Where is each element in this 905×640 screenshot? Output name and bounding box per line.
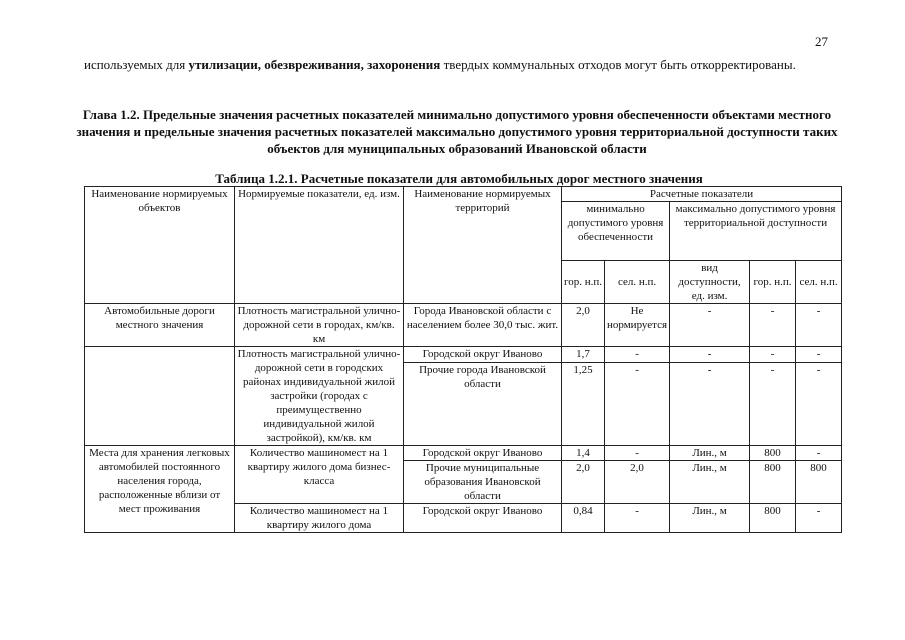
territory: Прочие муниципальные образования Ивановской области — [404, 461, 562, 504]
intro-paragraph — [84, 56, 831, 74]
value-vid: - — [670, 363, 750, 446]
territory: Прочие города Ивановской области — [404, 363, 562, 446]
value-sel-2: - — [796, 363, 842, 446]
value-gor: 1,4 — [562, 446, 605, 461]
table-row — [85, 304, 842, 347]
intro-text-bold: утилизации, обезвреживания, захоронения — [188, 57, 441, 72]
value-gor: 2,0 — [562, 461, 605, 504]
header-max-level: максимально допустимого уровня территориальной доступности — [670, 202, 842, 261]
header-vid: вид доступности, ед. изм. — [670, 261, 750, 304]
territory: Города Ивановской области с населением более 30,0 тыс. жит. — [404, 304, 562, 347]
value-vid: Лин., м — [670, 461, 750, 504]
value-gor-2: - — [750, 304, 796, 347]
value-sel: - — [605, 347, 670, 363]
page-number: 27 — [815, 34, 828, 49]
table-title: Таблица 1.2.1. Расчетные показатели для автомобильных дорог местного значения — [215, 171, 703, 186]
value-sel: - — [605, 446, 670, 461]
value-sel-2: 800 — [796, 461, 842, 504]
value-sel-2: - — [796, 304, 842, 347]
header-sel-2: сел. н.п. — [796, 261, 842, 304]
value-sel: - — [605, 363, 670, 446]
value-vid: - — [670, 304, 750, 347]
header-indicators: Нормируемые показатели, ед. изм. — [235, 187, 404, 304]
header-objects: Наименование нормируемых объектов — [85, 187, 235, 304]
territory: Городской округ Иваново — [404, 504, 562, 533]
value-gor-2: 800 — [750, 504, 796, 533]
intro-text-start: используемых для — [84, 57, 189, 72]
value-sel: - — [605, 504, 670, 533]
header-row-1 — [85, 187, 842, 202]
indicator: Количество машиномест на 1 квартиру жилого дома — [235, 504, 404, 533]
value-gor: 0,84 — [562, 504, 605, 533]
object-name: Автомобильные дороги местного значения — [85, 304, 235, 347]
territory: Городской округ Иваново — [404, 446, 562, 461]
table-row — [85, 446, 842, 461]
value-sel-2: - — [796, 446, 842, 461]
chapter-title: Глава 1.2. Предельные значения расчетных показателей минимально допустимого уровня обеспеченности объектами местного значения и предельные значения расчетных показателей максимально допустимого уровня территориальной доступности таких объектов для муниципальных образований Ивановской области — [76, 107, 838, 156]
value-sel-2: - — [796, 504, 842, 533]
value-vid: Лин., м — [670, 446, 750, 461]
value-gor: 1,7 — [562, 347, 605, 363]
header-calculated: Расчетные показатели — [562, 187, 842, 202]
value-gor: 2,0 — [562, 304, 605, 347]
value-gor: 1,25 — [562, 363, 605, 446]
indicators-table — [84, 186, 842, 533]
header-min-level: минимально допустимого уровня обеспеченности — [562, 202, 670, 261]
value-sel: Не нормируется — [605, 304, 670, 347]
value-gor-2: 800 — [750, 461, 796, 504]
header-territories: Наименование нормируемых территорий — [404, 187, 562, 304]
value-gor-2: - — [750, 347, 796, 363]
object-name-empty — [85, 347, 235, 446]
value-gor-2: - — [750, 363, 796, 446]
object-name: Места для хранения легковых автомобилей постоянного населения города, расположенные вблизи от мест проживания — [85, 446, 235, 533]
indicator: Плотность магистральной улично-дорожной сети в городах, км/кв. км — [235, 304, 404, 347]
header-sel: сел. н.п. — [605, 261, 670, 304]
value-vid: Лин., м — [670, 504, 750, 533]
value-vid: - — [670, 347, 750, 363]
intro-text-end: твердых коммунальных отходов могут быть откорректированы. — [440, 57, 796, 72]
value-gor-2: 800 — [750, 446, 796, 461]
header-gor: гор. н.п. — [562, 261, 605, 304]
territory: Городской округ Иваново — [404, 347, 562, 363]
value-sel-2: - — [796, 347, 842, 363]
indicator: Плотность магистральной улично-дорожной сети в городских районах индивидуальной жилой застройки (городах с преимущественно индивидуальной жилой застройкой), км/кв. км — [235, 347, 404, 446]
table-row — [85, 347, 842, 363]
header-gor-2: гор. н.п. — [750, 261, 796, 304]
value-sel: 2,0 — [605, 461, 670, 504]
indicator: Количество машиномест на 1 квартиру жилого дома бизнес-класса — [235, 446, 404, 504]
